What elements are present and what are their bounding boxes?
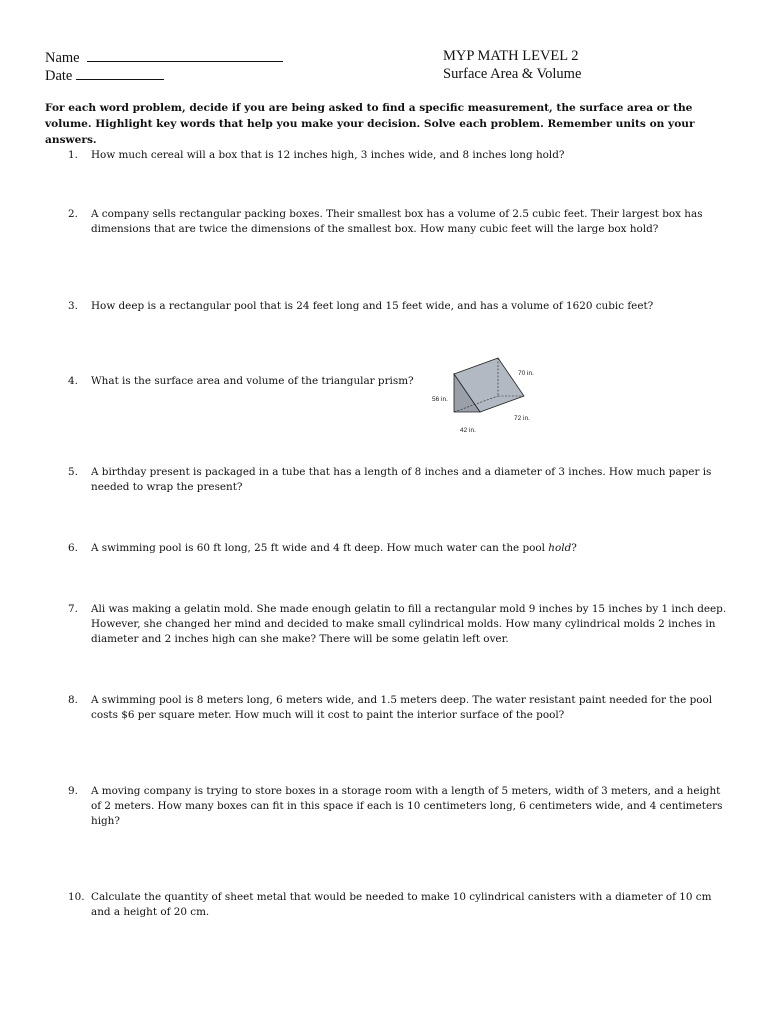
question-text: What is the surface area and volume of the triangular prism? <box>91 375 414 387</box>
question-9 <box>68 784 733 829</box>
prism-label-left: 56 in. <box>432 396 448 403</box>
question-8 <box>68 693 733 723</box>
question-4 <box>68 374 428 389</box>
question-10 <box>68 890 733 920</box>
question-text: Calculate the quantity of sheet metal that would be needed to make 10 cylindrical canisters with a diameter of 10 cm and a height of 20 cm. <box>91 891 712 918</box>
question-text: A swimming pool is 8 meters long, 6 meters wide, and 1.5 meters deep. The water resistant paint needed for the pool costs $6 per square meter. How much will it cost to paint the interior surface of the pool? <box>91 694 713 721</box>
question-1 <box>68 148 733 163</box>
prism-label-right: 72 in. <box>514 415 530 422</box>
date-blank[interactable] <box>76 66 164 80</box>
question-number: 1. <box>68 149 78 161</box>
question-text: Ali was making a gelatin mold. She made enough gelatin to fill a rectangular mold 9 inches by 15 inches by 1 inch deep. However, she changed her mind and decided to make small cylindrical molds. How many cylindrical molds 2 inches in diameter and 2 inches high can she make? There will be some gelatin left over. <box>91 603 727 645</box>
question-number: 4. <box>68 375 78 387</box>
instructions: For each word problem, decide if you are being asked to find a specific measurement, the surface area or the volume. Highlight key words that help you make your decision. Solve each problem. Remember units on your answers. <box>45 102 695 146</box>
question-number: 8. <box>68 694 78 706</box>
question-3 <box>68 299 733 314</box>
prism-label-top: 70 in. <box>518 370 534 377</box>
date-label: Date <box>45 68 73 84</box>
date-line <box>45 66 164 85</box>
question-number: 5. <box>68 466 78 478</box>
question-number: 6. <box>68 542 78 554</box>
name-blank[interactable] <box>87 48 283 62</box>
question-text: How much cereal will a box that is 12 inches high, 3 inches wide, and 8 inches long hold? <box>91 149 565 161</box>
topic-title: Surface Area & Volume <box>443 66 582 82</box>
question-number: 9. <box>68 785 78 797</box>
question-text: How deep is a rectangular pool that is 24 feet long and 15 feet wide, and has a volume of 1620 cubic feet? <box>91 300 654 312</box>
question-number: 7. <box>68 603 78 615</box>
question-number: 2. <box>68 208 78 220</box>
question-number: 10. <box>68 891 85 903</box>
question-text: A birthday present is packaged in a tube that has a length of 8 inches and a diameter of 3 inches. How much paper is needed to wrap the present? <box>91 466 712 493</box>
question-text-emphasis: hold <box>548 542 572 554</box>
prism-label-bottom: 42 in. <box>460 427 476 434</box>
question-6 <box>68 541 733 556</box>
question-7 <box>68 602 733 647</box>
question-text <box>91 541 733 556</box>
question-5 <box>68 465 733 495</box>
question-text-part: A swimming pool is 60 ft long, 25 ft wide and 4 ft deep. How much water can the pool <box>91 542 549 554</box>
course-title: MYP MATH LEVEL 2 <box>443 48 579 64</box>
question-2 <box>68 207 733 237</box>
name-label: Name <box>45 50 80 66</box>
question-text: A company sells rectangular packing boxes. Their smallest box has a volume of 2.5 cubic feet. Their largest box has dimensions that are twice the dimensions of the smallest box. How many cubic feet will the large box hold? <box>91 208 703 235</box>
question-text-end: ? <box>571 542 577 554</box>
question-text: A moving company is trying to store boxes in a storage room with a length of 5 meters, width of 3 meters, and a height of 2 meters. How many boxes can fit in this space if each is 10 centimeters long, 6 centimeters wide, and 4 centimeters high? <box>91 785 723 827</box>
name-line <box>45 48 283 67</box>
triangular-prism-figure <box>420 356 550 438</box>
question-number: 3. <box>68 300 78 312</box>
